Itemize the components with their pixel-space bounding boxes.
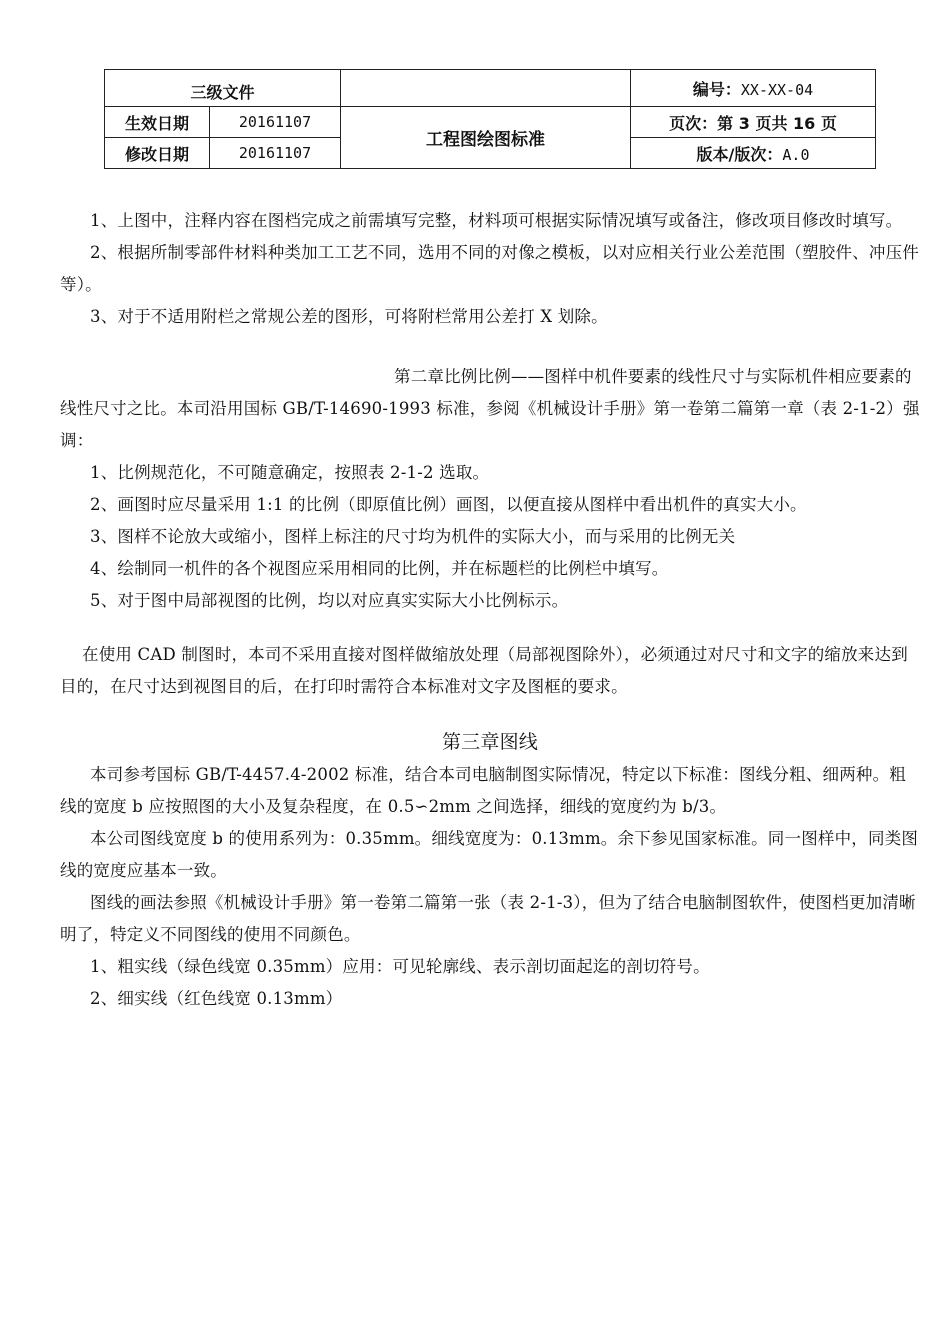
document-number-label: 编号：: [692, 79, 741, 99]
chapter2-intro: 第二章比例比例——图样中机件要素的线性尺寸与实际机件相应要素的线性尺寸之比。本司沿用国标 GB/T-14690-1993 标准，参阅《机械设计手册》第一卷第二篇第一章（表 2-1-2）强调：: [60, 367, 920, 450]
page-info: 页次：第 3 页共 16 页: [631, 107, 876, 138]
chapter3-paragraph: 本司参考国标 GB/T-4457.4-2002 标准，结合本司电脑制图实际情况，特定以下标准：图线分粗、细两种。粗线的宽度 b 应按照图的大小及复杂程度，在 0.5∽2mm 之间选择，细线的宽度约为 b/3。: [60, 765, 907, 816]
chapter2-item: 5、对于图中局部视图的比例，均以对应真实实际大小比例标示。: [90, 591, 569, 610]
chapter2-item: 3、图样不论放大或缩小，图样上标注的尺寸均为机件的实际大小，而与采用的比例无关: [90, 527, 736, 546]
note-paragraph: 2、根据所制零部件材料种类加工工艺不同，选用不同的对像之模板，以对应相关行业公差范围（塑胶件、冲压件等）。: [60, 243, 919, 294]
chapter3-paragraph: 图线的画法参照《机械设计手册》第一卷第二篇第一张（表 2-1-3），但为了结合电脑制图软件，使图档更加清晰明了，特定义不同图线的使用不同颜色。: [60, 893, 916, 944]
version-info: [631, 138, 876, 169]
spacer: [60, 333, 920, 361]
header-blank-cell: [341, 70, 631, 107]
chapter2-item: 4、绘制同一机件的各个视图应采用相同的比例，并在标题栏的比例栏中填写。: [90, 559, 669, 578]
chapter3-item: 2、细实线（红色线宽 0.13mm）: [90, 989, 343, 1008]
document-header-table: [104, 69, 876, 169]
note-paragraph: 1、上图中，注释内容在图档完成之前需填写完整，材料项可根据实际情况填写或备注，修改项目修改时填写。: [90, 211, 903, 230]
chapter3-item: 1、粗实线（绿色线宽 0.35mm）应用：可见轮廓线、表示剖切面起迄的剖切符号。: [90, 957, 710, 976]
effective-date-value: 20161107: [210, 107, 341, 138]
version-label: 版本/版次：: [696, 144, 783, 164]
document-body: [60, 205, 920, 1015]
modified-date-value: 20161107: [210, 138, 341, 169]
document-number-value: XX-XX-04: [740, 80, 814, 99]
note-paragraph: 3、对于不适用附栏之常规公差的图形，可将附栏常用公差打 X 划除。: [90, 307, 608, 326]
spacer: [60, 703, 920, 725]
effective-date-label: 生效日期: [105, 107, 210, 138]
chapter2-item: 1、比例规范化，不可随意确定，按照表 2-1-2 选取。: [90, 463, 490, 482]
version-value: A.0: [782, 145, 810, 164]
cad-note: 在使用 CAD 制图时，本司不采用直接对图样做缩放处理（局部视图除外），必须通过对尺寸和文字的缩放来达到目的，在尺寸达到视图目的后，在打印时需符合本标准对文字及图框的要求。: [60, 645, 908, 696]
chapter2-item: 2、画图时应尽量采用 1:1 的比例（即原值比例）画图，以便直接从图样中看出机件的真实大小。: [90, 495, 807, 514]
document-number: [631, 70, 876, 107]
modified-date-label: 修改日期: [105, 138, 210, 169]
chapter3-title: 第三章图线: [441, 731, 538, 753]
document-level: 三级文件: [105, 70, 341, 107]
document-title: 工程图绘图标准: [341, 107, 631, 169]
chapter3-paragraph: 本公司图线宽度 b 的使用系列为：0.35mm。细线宽度为：0.13mm。余下参见国家标准。同一图样中，同类图线的宽度应基本一致。: [60, 829, 919, 880]
spacer: [60, 617, 920, 639]
